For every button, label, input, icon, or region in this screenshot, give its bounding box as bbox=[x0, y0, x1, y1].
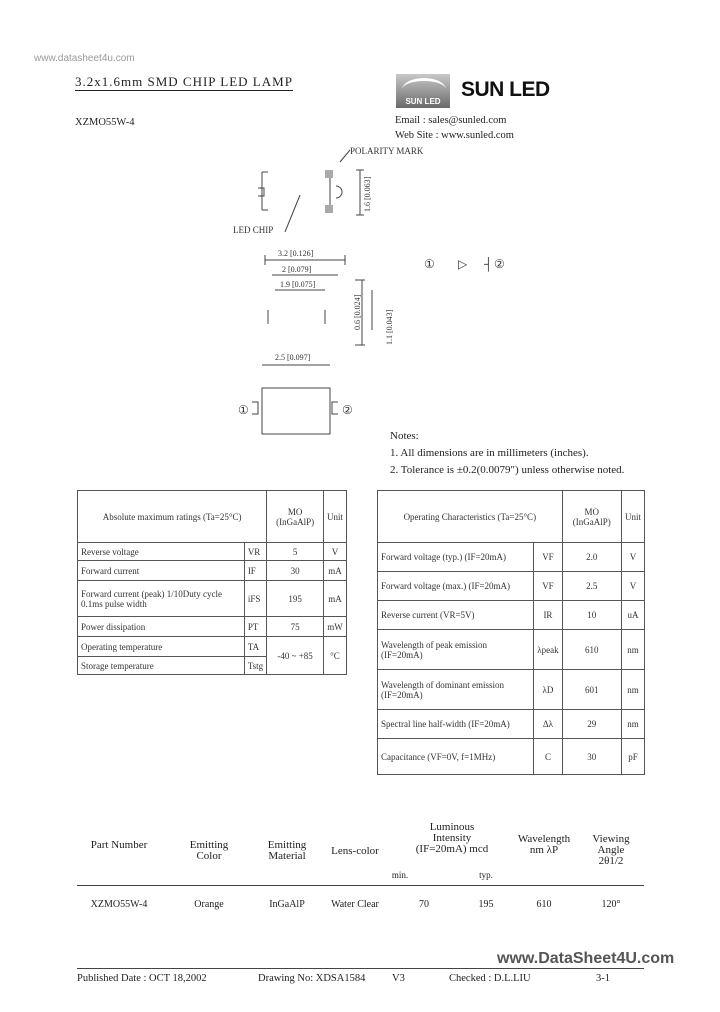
op-symbol: C bbox=[534, 739, 562, 775]
abs-value: -40 ~ +85 bbox=[267, 637, 324, 675]
dim-2-label: 2 [0.079] bbox=[282, 265, 312, 274]
row-part: XZMO55W-4 bbox=[90, 899, 148, 910]
operating-characteristics-table bbox=[377, 490, 645, 775]
table-row bbox=[78, 617, 347, 637]
op-value: 2.0 bbox=[562, 543, 621, 572]
row-lens: Water Clear bbox=[331, 899, 379, 910]
bottom-table-divider bbox=[77, 885, 644, 886]
dim-height-label: 1.6 [0.063] bbox=[363, 176, 372, 212]
table-row bbox=[378, 670, 645, 710]
abs-symbol: PT bbox=[244, 617, 266, 637]
notes-line-2: 2. Tolerance is ±0.2(0.0079") unless otherwise noted. bbox=[390, 464, 625, 476]
notes-header: Notes: bbox=[390, 430, 419, 442]
part-number: XZMO55W-4 bbox=[75, 117, 135, 128]
abs-symbol: Tstg bbox=[244, 657, 266, 675]
footer-page: 3-1 bbox=[596, 973, 610, 984]
row-typ: 195 bbox=[478, 899, 494, 910]
op-param: Capacitance (VF=0V, f=1MHz) bbox=[378, 739, 534, 775]
abs-symbol: VR bbox=[244, 543, 266, 561]
page-title: 3.2x1.6mm SMD CHIP LED LAMP bbox=[75, 74, 293, 89]
op-header-param: Operating Characteristics (Ta=25°C) bbox=[378, 491, 563, 543]
abs-unit: °C bbox=[323, 637, 346, 675]
bottom-view-edges bbox=[262, 388, 330, 434]
abs-value: 5 bbox=[267, 543, 324, 561]
polarity-arc bbox=[336, 186, 342, 198]
dim-11-label: 1.1 [0.043] bbox=[385, 309, 394, 345]
abs-param: Forward current (peak) 1/10Duty cycle 0.1ms pulse width bbox=[78, 581, 245, 617]
dim-32-label: 3.2 [0.126] bbox=[278, 249, 314, 258]
abs-param: Forward current bbox=[78, 561, 245, 581]
package-drawing bbox=[0, 0, 720, 440]
bottom-view-body bbox=[262, 388, 330, 434]
op-value: 610 bbox=[562, 630, 621, 670]
op-param: Wavelength of dominant emission (IF=20mA) bbox=[378, 670, 534, 710]
polarity-mark-label: POLARITY MARK bbox=[350, 146, 424, 156]
op-symbol: VF bbox=[534, 572, 562, 601]
op-value: 601 bbox=[562, 670, 621, 710]
op-header-mo: MO (InGaAlP) bbox=[562, 491, 621, 543]
abs-param: Operating temperature bbox=[78, 637, 245, 657]
op-unit: uA bbox=[621, 601, 644, 630]
op-unit: nm bbox=[621, 630, 644, 670]
abs-header-param: Absolute maximum ratings (Ta=25°C) bbox=[78, 491, 267, 543]
col-lens-color: Lens-color bbox=[331, 845, 379, 857]
abs-param: Storage temperature bbox=[78, 657, 245, 675]
op-param: Forward voltage (max.) (IF=20mA) bbox=[378, 572, 534, 601]
abs-unit: mA bbox=[323, 561, 346, 581]
notes-block bbox=[390, 428, 624, 479]
bottom-view-pads bbox=[252, 402, 338, 414]
row-angle: 120° bbox=[601, 899, 621, 910]
op-param: Wavelength of peak emission (IF=20mA) bbox=[378, 630, 534, 670]
abs-unit: V bbox=[323, 543, 346, 561]
op-unit: pF bbox=[621, 739, 644, 775]
table-row bbox=[378, 710, 645, 739]
abs-value: 75 bbox=[267, 617, 324, 637]
schematic-pin2: ② bbox=[494, 257, 505, 271]
absolute-ratings-table bbox=[77, 490, 347, 675]
top-view-pad bbox=[258, 188, 264, 196]
table-row bbox=[78, 543, 347, 561]
col-min: min. bbox=[391, 870, 409, 880]
polarity-leader bbox=[340, 150, 350, 162]
schematic-pin1: ① bbox=[424, 257, 435, 271]
abs-symbol: iFS bbox=[244, 581, 266, 617]
col-part-number: Part Number bbox=[90, 839, 148, 851]
op-symbol: λD bbox=[534, 670, 562, 710]
op-unit: V bbox=[621, 572, 644, 601]
polarity-hatch-bottom bbox=[325, 205, 333, 213]
table-row bbox=[378, 572, 645, 601]
schematic-arrow-icon: ▷ bbox=[458, 257, 468, 271]
polarity-hatch-top bbox=[325, 170, 333, 178]
email-contact: Email : sales@sunled.com bbox=[395, 115, 507, 126]
abs-value: 30 bbox=[267, 561, 324, 581]
table-row bbox=[78, 581, 347, 617]
dim-06-label: 0.6 [0.024] bbox=[353, 294, 362, 330]
led-chip-leader bbox=[285, 195, 300, 232]
table-row bbox=[78, 561, 347, 581]
col-wavelength: Wavelength nm λP bbox=[517, 833, 571, 856]
abs-header-mo: MO (InGaAlP) bbox=[267, 491, 324, 543]
pin2-label: ② bbox=[342, 403, 353, 417]
footer-drawing: Drawing No: XDSA1584 bbox=[258, 973, 366, 984]
notes-line-1: 1. All dimensions are in millimeters (inches). bbox=[390, 447, 589, 459]
op-value: 30 bbox=[562, 739, 621, 775]
col-luminous: Luminous Intensity (IF=20mA) mcd bbox=[415, 821, 489, 855]
schematic-bar-icon: ┤ bbox=[484, 257, 493, 271]
abs-param: Reverse voltage bbox=[78, 543, 245, 561]
op-symbol: Δλ bbox=[534, 710, 562, 739]
table-row bbox=[378, 630, 645, 670]
op-symbol: VF bbox=[534, 543, 562, 572]
abs-param: Power dissipation bbox=[78, 617, 245, 637]
op-value: 2.5 bbox=[562, 572, 621, 601]
op-symbol: λpeak bbox=[534, 630, 562, 670]
brand-name: SUN LED bbox=[461, 78, 550, 101]
op-unit: V bbox=[621, 543, 644, 572]
row-min: 70 bbox=[419, 899, 429, 910]
pin1-label: ① bbox=[238, 403, 249, 417]
watermark-bottom: www.DataSheet4U.com bbox=[497, 950, 675, 967]
led-chip-label: LED CHIP bbox=[233, 225, 274, 235]
col-typ: typ. bbox=[479, 870, 493, 880]
abs-symbol: IF bbox=[244, 561, 266, 581]
logo-text: SUN LED bbox=[405, 97, 441, 106]
website-contact: Web Site : www.sunled.com bbox=[395, 130, 514, 141]
op-param: Spectral line half-width (IF=20mA) bbox=[378, 710, 534, 739]
row-color: Orange bbox=[194, 899, 224, 910]
abs-unit: mA bbox=[323, 581, 346, 617]
abs-header-unit: Unit bbox=[323, 491, 346, 543]
watermark-top: www.datasheet4u.com bbox=[34, 53, 135, 64]
footer-published: Published Date : OCT 18,2002 bbox=[77, 973, 207, 984]
op-value: 29 bbox=[562, 710, 621, 739]
side-view-legs bbox=[268, 310, 325, 324]
footer-checked: Checked : D.L.LIU bbox=[449, 973, 531, 984]
footer-rule bbox=[77, 968, 644, 969]
abs-symbol: TA bbox=[244, 637, 266, 657]
row-material: InGaAlP bbox=[269, 899, 305, 910]
op-param: Forward voltage (typ.) (IF=20mA) bbox=[378, 543, 534, 572]
col-emitting-material: Emitting Material bbox=[267, 839, 307, 862]
op-param: Reverse current (VR=5V) bbox=[378, 601, 534, 630]
col-viewing-angle: Viewing Angle 2θ1/2 bbox=[592, 833, 630, 867]
abs-unit: mW bbox=[323, 617, 346, 637]
table-row bbox=[378, 601, 645, 630]
col-emitting-color: Emitting Color bbox=[189, 839, 229, 862]
table-row bbox=[378, 739, 645, 775]
table-row bbox=[78, 637, 347, 657]
op-unit: nm bbox=[621, 710, 644, 739]
table-row bbox=[378, 543, 645, 572]
footer-version: V3 bbox=[392, 973, 405, 984]
op-header-unit: Unit bbox=[621, 491, 644, 543]
op-unit: nm bbox=[621, 670, 644, 710]
row-wavelength: 610 bbox=[536, 899, 552, 910]
dim-19-label: 1.9 [0.075] bbox=[280, 280, 316, 289]
op-symbol: IR bbox=[534, 601, 562, 630]
op-value: 10 bbox=[562, 601, 621, 630]
dim-25-label: 2.5 [0.097] bbox=[275, 353, 311, 362]
abs-value: 195 bbox=[267, 581, 324, 617]
